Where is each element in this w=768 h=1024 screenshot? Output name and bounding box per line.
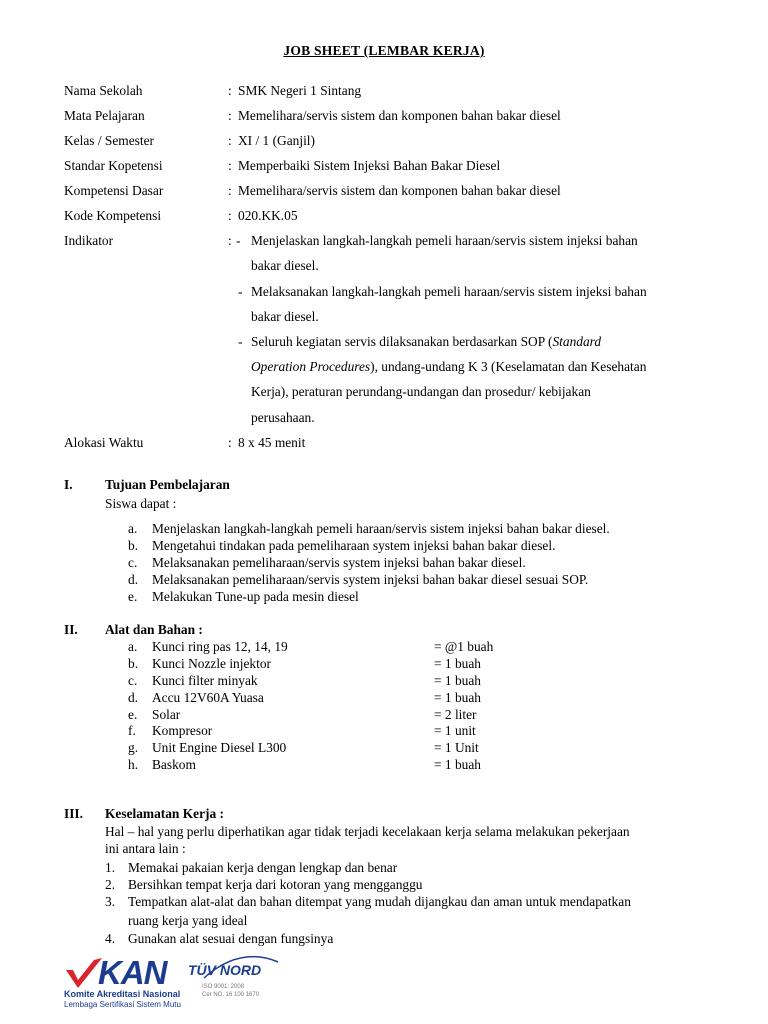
indicator-3-italic: Operation Procedures [251, 359, 371, 374]
list-item [0, 520, 768, 537]
info-label: Standar Kopetensi [64, 158, 163, 173]
info-value: Memperbaiki Sistem Injeksi Bahan Bakar Diesel [238, 158, 501, 173]
indicator-dash: - [236, 233, 241, 248]
list-text: Melaksanakan pemeliharaan/servis system injeksi bahan bakar diesel sesuai SOP. [152, 572, 589, 587]
indicator-3-line-4: perusahaan. [251, 410, 315, 425]
info-label: Mata Pelajaran [64, 108, 145, 123]
list-letter: h. [128, 757, 139, 772]
safety-text: Gunakan alat sesuai dengan fungsinya [128, 931, 334, 946]
kan-logo: KAN [98, 954, 167, 991]
equipment-qty: = 1 buah [434, 757, 481, 772]
safety-number: 2. [105, 877, 116, 892]
kan-logo-subtitle-2: Lembaga Sertifikasi Sistem Mutu [64, 1000, 181, 1009]
info-label: Kompetensi Dasar [64, 183, 164, 198]
section-1-number: I. [64, 477, 73, 492]
tuv-nord-swoosh-icon [200, 952, 280, 982]
indicator-1-line-1: Menjelaskan langkah-langkah pemeli haraan/servis sistem injeksi bahan [251, 233, 638, 248]
equipment-name: Solar [152, 707, 181, 722]
equipment-qty: = 1 unit [434, 723, 476, 738]
indicator-dash: - [238, 334, 243, 349]
equipment-row [0, 739, 768, 756]
certification-logos [62, 952, 282, 1012]
indicator-3-text: ), undang-undang K 3 (Keselamatan dan Kesehatan [370, 359, 647, 374]
list-text: Menjelaskan langkah-langkah pemeli haraan/servis sistem injeksi bahan bakar diesel. [152, 521, 610, 536]
equipment-qty: = 1 buah [434, 690, 481, 705]
list-item [0, 571, 768, 588]
tuv-nord-logo: TÜV NORD [188, 962, 262, 978]
section-3-number: III. [64, 806, 83, 821]
info-label: Alokasi Waktu [64, 435, 144, 450]
list-letter: c. [128, 673, 138, 688]
safety-item [0, 930, 768, 947]
equipment-name: Kunci Nozzle injektor [152, 656, 271, 671]
safety-text: Memakai pakaian kerja dengan lengkap dan benar [128, 860, 398, 875]
indicator-3-italic: Standard [552, 334, 602, 349]
section-1-intro: Siswa dapat : [105, 496, 177, 511]
list-letter: c. [128, 555, 138, 570]
info-label: Indikator [64, 233, 114, 248]
equipment-qty: = 1 buah [434, 656, 481, 671]
list-text: Melaksanakan pemeliharaan/servis system injeksi bahan bakar diesel. [152, 555, 526, 570]
safety-item [0, 893, 768, 910]
section-3-intro-line-2: ini antara lain : [105, 841, 186, 856]
safety-number: 4. [105, 931, 116, 946]
kan-logo-subtitle: Komite Akreditasi Nasional [64, 989, 181, 999]
list-letter: a. [128, 639, 138, 654]
section-3-intro-line-1: Hal – hal yang perlu diperhatikan agar tidak terjadi kecelakaan kerja selama melakukan pekerjaan [105, 824, 630, 839]
section-2-title: Alat dan Bahan : [105, 622, 203, 637]
safety-number: 3. [105, 894, 116, 909]
list-text: Mengetahui tindakan pada pemeliharaan system injeksi bahan bakar diesel. [152, 538, 556, 553]
list-letter: d. [128, 572, 139, 587]
section-2-number: II. [64, 622, 78, 637]
indicator-2-line-1: Melaksanakan langkah-langkah pemeli haraan/servis sistem injeksi bahan [251, 284, 647, 299]
list-letter: b. [128, 538, 139, 553]
indicator-3-line-3: Kerja), peraturan perundang-undangan dan prosedur/ kebijakan [251, 384, 591, 399]
equipment-name: Kunci ring pas 12, 14, 19 [152, 639, 288, 654]
list-letter: e. [128, 707, 138, 722]
info-value: Memelihara/servis sistem dan komponen bahan bakar diesel [238, 183, 561, 198]
equipment-row [0, 672, 768, 689]
equipment-qty: = @1 buah [434, 639, 494, 654]
indicator-1-line-2: bakar diesel. [251, 258, 319, 273]
list-letter: a. [128, 521, 138, 536]
list-letter: g. [128, 740, 139, 755]
indicator-3-text: Seluruh kegiatan servis dilaksanakan berdasarkan SOP ( [251, 334, 553, 349]
iso-label: ISO 9001: 2008 [202, 984, 245, 990]
equipment-row [0, 756, 768, 773]
indicator-3-line-2 [251, 357, 646, 377]
equipment-name: Accu 12V60A Yuasa [152, 690, 264, 705]
info-value: SMK Negeri 1 Sintang [238, 83, 362, 98]
equipment-qty: = 1 Unit [434, 740, 479, 755]
list-letter: e. [128, 589, 138, 604]
info-colon: : [228, 108, 232, 123]
safety-item-continuation [0, 912, 768, 929]
section-3-title: Keselamatan Kerja : [105, 806, 224, 821]
indicator-2-line-2: bakar diesel. [251, 309, 319, 324]
equipment-name: Kunci filter minyak [152, 673, 258, 688]
info-label: Nama Sekolah [64, 83, 143, 98]
safety-text: ruang kerja yang ideal [128, 913, 248, 928]
equipment-name: Kompresor [152, 723, 213, 738]
info-colon: : [228, 208, 232, 223]
equipment-row [0, 722, 768, 739]
info-label: Kode Kompetensi [64, 208, 162, 223]
indicator-3-line-1 [251, 332, 601, 352]
info-colon: : [228, 158, 232, 173]
equipment-row [0, 706, 768, 723]
list-item [0, 537, 768, 554]
equipment-name: Baskom [152, 757, 196, 772]
safety-text: Bersihkan tempat kerja dari kotoran yang mengganggu [128, 877, 423, 892]
equipment-qty: = 1 buah [434, 673, 481, 688]
list-text: Melakukan Tune-up pada mesin diesel [152, 589, 359, 604]
equipment-name: Unit Engine Diesel L300 [152, 740, 287, 755]
list-letter: d. [128, 690, 139, 705]
equipment-row [0, 689, 768, 706]
equipment-qty: = 2 liter [434, 707, 477, 722]
info-colon: : [228, 435, 232, 450]
list-item [0, 554, 768, 571]
indicator-dash: - [238, 284, 243, 299]
safety-text: Tempatkan alat-alat dan bahan ditempat yang mudah dijangkau dan aman untuk mendapatkan [128, 894, 631, 909]
info-colon: : [228, 133, 232, 148]
safety-number: 1. [105, 860, 116, 875]
equipment-row [0, 638, 768, 655]
safety-item [0, 876, 768, 893]
info-value: 020.KK.05 [238, 208, 298, 223]
info-value: XI / 1 (Ganjil) [238, 133, 315, 148]
info-colon: : [228, 83, 232, 98]
page-title: JOB SHEET (LEMBAR KERJA) [283, 43, 485, 58]
safety-item [0, 859, 768, 876]
list-letter: b. [128, 656, 139, 671]
info-label: Kelas / Semester [64, 133, 154, 148]
section-1-title: Tujuan Pembelajaran [105, 477, 230, 492]
iso-certificate-number: Cer NO. 16 100 1670 [202, 992, 260, 998]
info-value: 8 x 45 menit [238, 435, 306, 450]
info-colon: : [228, 233, 232, 248]
equipment-row [0, 655, 768, 672]
info-value: Memelihara/servis sistem dan komponen bahan bakar diesel [238, 108, 561, 123]
list-letter: f. [128, 723, 136, 738]
info-colon: : [228, 183, 232, 198]
list-item [0, 588, 768, 605]
